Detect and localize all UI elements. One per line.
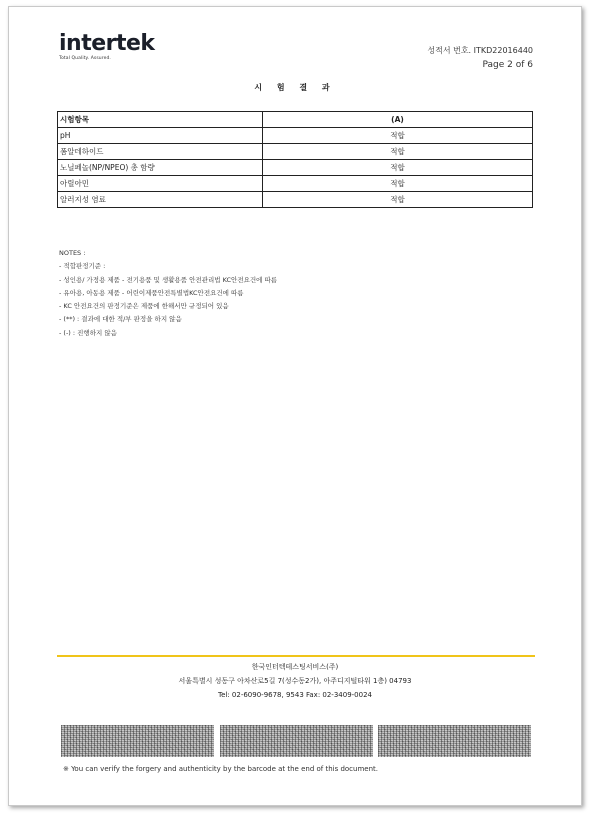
- verification-note: ※ You can verify the forgery and authenticity by the barcode at the end of this document.: [63, 765, 378, 773]
- note-line: - 적합판정기준 :: [59, 262, 106, 271]
- barcode-image: [378, 725, 531, 757]
- barcode-strip: [61, 725, 531, 757]
- footer-divider: [57, 655, 535, 657]
- test-item: 아릴아민: [58, 176, 263, 192]
- note-line: - 성인용/ 가정용 제품 - 전기용품 및 생활용품 안전관리법 KC안전요건에 따름: [59, 275, 278, 284]
- notes-heading: NOTES :: [59, 249, 86, 257]
- table-row: [58, 144, 533, 160]
- notes-section: [59, 247, 277, 340]
- test-item: 알러지성 염료: [58, 192, 263, 208]
- test-result: 적합: [263, 128, 533, 144]
- test-result: 적합: [263, 192, 533, 208]
- page-indicator: Page 2 of 6: [482, 60, 533, 70]
- table-header-row: [58, 112, 533, 128]
- barcode-image: [61, 725, 214, 757]
- footer-contact: Tel: 02-6090-9678, 9543 Fax: 02-3409-0024: [218, 691, 372, 699]
- table-row: [58, 128, 533, 144]
- note-line: - 유아용, 아동용 제품 - 어린이제품안전특별법KC안전요건에 따름: [59, 288, 244, 297]
- barcode-image: [220, 725, 373, 757]
- test-item: pH: [58, 128, 263, 144]
- report-info: [427, 44, 533, 72]
- results-table: [57, 111, 533, 208]
- table-row: [58, 160, 533, 176]
- logo-wordmark: intertek: [59, 31, 155, 56]
- note-line: - (-) : 진행하지 않음: [59, 328, 117, 337]
- note-line: - (**) : 결과에 대한 적/부 판정을 하지 않음: [59, 315, 182, 324]
- table-row: [58, 176, 533, 192]
- test-result: 적합: [263, 160, 533, 176]
- header-sample-a: (A): [263, 112, 533, 128]
- report-number: 성적서 번호. ITKD22016440: [427, 46, 533, 55]
- test-item: 노닐페놀(NP/NPEO) 총 함량: [58, 160, 263, 176]
- footer: [9, 660, 581, 702]
- footer-address: 서울특별시 성동구 아차산로5길 7(성수동2가), 아주디지털타워 1층) 04793: [178, 677, 412, 685]
- table-row: [58, 192, 533, 208]
- intertek-logo: [59, 33, 155, 61]
- note-line: - KC 안전요건의 판정기준은 제품에 한해서만 규정되어 있음: [59, 302, 229, 311]
- test-item: 폼알데하이드: [58, 144, 263, 160]
- document-page: [8, 6, 582, 806]
- logo-tagline: Total Quality. Assured.: [59, 56, 111, 61]
- test-result: 적합: [263, 144, 533, 160]
- test-result: 적합: [263, 176, 533, 192]
- page-title: 시 험 결 과: [254, 83, 336, 92]
- footer-company: 한국인터텍테스팅서비스(주): [251, 663, 339, 671]
- header-test-item: 시험항목: [58, 112, 263, 128]
